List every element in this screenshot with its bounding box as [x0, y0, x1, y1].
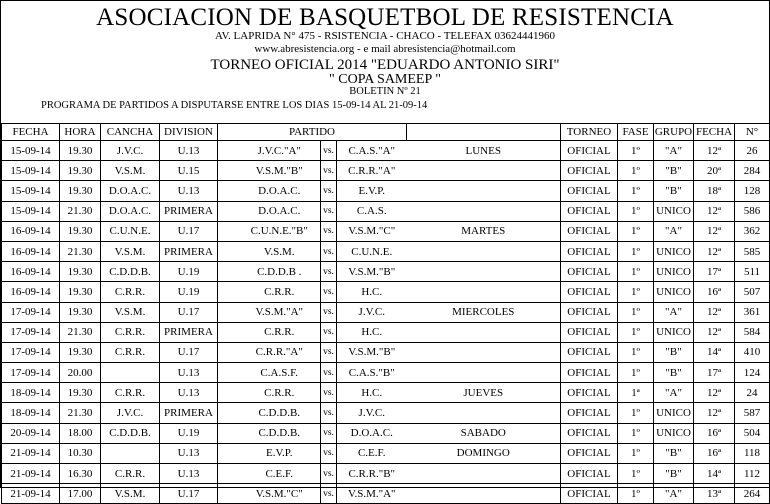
- cell-hora: 19.30: [60, 181, 101, 201]
- cell-local: V.S.M."A": [239, 302, 321, 322]
- col-numero: N°: [735, 124, 770, 141]
- cell-division: PRIMERA: [160, 201, 218, 221]
- cell-visitante: H.C.: [337, 322, 407, 342]
- cell-local: C.R.R.: [239, 322, 321, 342]
- cell-local: C.D.D.B .: [239, 262, 321, 282]
- cell-cancha: C.D.D.B.: [101, 262, 160, 282]
- cell-cancha: V.S.M.: [101, 484, 160, 504]
- cell-grupo: "A": [654, 383, 694, 403]
- cell-fase: 1º: [618, 221, 654, 241]
- cell-dia: [407, 262, 561, 282]
- cell-vs: vs.: [321, 383, 337, 403]
- cell-fase: 1º: [618, 241, 654, 261]
- cell-grupo: "B": [654, 342, 694, 362]
- cell-grupo: "A": [654, 484, 694, 504]
- cell-grupo: "B": [654, 181, 694, 201]
- table-row: [2, 322, 770, 342]
- cell-vs: vs.: [321, 241, 337, 261]
- cell-dia: [407, 403, 561, 423]
- cell-fase: 1º: [618, 161, 654, 181]
- match-schedule-table: [1, 123, 770, 504]
- cell-division: U.13: [160, 443, 218, 463]
- table-row: [2, 464, 770, 484]
- cell-spacer: [218, 322, 239, 342]
- cell-dia: [407, 322, 561, 342]
- cell-torneo: OFICIAL: [561, 322, 618, 342]
- table-row: [2, 302, 770, 322]
- cell-division: U.13: [160, 181, 218, 201]
- cell-dia: LUNES: [407, 141, 561, 161]
- web-email-line: www.abresistencia.org - e mail abresistencia@hotmail.com: [254, 43, 516, 55]
- cell-vs: vs.: [321, 363, 337, 383]
- cell-dia: MIERCOLES: [407, 302, 561, 322]
- cell-grupo: "B": [654, 443, 694, 463]
- cell-local: C.D.D.B.: [239, 423, 321, 443]
- association-title: ASOCIACION DE BASQUETBOL DE RESISTENCIA: [96, 4, 674, 31]
- cell-fecha: 15-09-14: [2, 201, 60, 221]
- col-partido: PARTIDO: [218, 124, 407, 141]
- cell-hora: 21.30: [60, 241, 101, 261]
- cell-hora: 19.30: [60, 141, 101, 161]
- cell-vs: vs.: [321, 342, 337, 362]
- cell-fecha: 21-09-14: [2, 464, 60, 484]
- cell-numero: 264: [735, 484, 770, 504]
- cell-fecha: 21-09-14: [2, 443, 60, 463]
- cell-cancha: C.R.R.: [101, 322, 160, 342]
- cell-torneo: OFICIAL: [561, 403, 618, 423]
- cell-fecha: 17-09-14: [2, 342, 60, 362]
- table-row: [2, 262, 770, 282]
- cell-spacer: [218, 302, 239, 322]
- cell-fecha-numero: 16ª: [694, 282, 735, 302]
- cell-visitante: E.V.P.: [337, 181, 407, 201]
- cell-visitante: C.A.S.: [337, 201, 407, 221]
- cell-fecha-numero: 12ª: [694, 241, 735, 261]
- cell-fecha-numero: 16ª: [694, 443, 735, 463]
- cell-division: U.13: [160, 363, 218, 383]
- cell-division: PRIMERA: [160, 322, 218, 342]
- cell-torneo: OFICIAL: [561, 484, 618, 504]
- cell-visitante: C.E.F.: [337, 443, 407, 463]
- cell-numero: 507: [735, 282, 770, 302]
- cell-hora: 19.30: [60, 342, 101, 362]
- cell-visitante: H.C.: [337, 383, 407, 403]
- cell-visitante: J.V.C.: [337, 403, 407, 423]
- cell-local: D.O.A.C.: [239, 181, 321, 201]
- cell-local: V.S.M."B": [239, 161, 321, 181]
- cell-hora: 19.30: [60, 302, 101, 322]
- cell-visitante: V.S.M."B": [337, 342, 407, 362]
- cell-division: U.13: [160, 141, 218, 161]
- cell-grupo: UNICO: [654, 322, 694, 342]
- cell-fecha: 21-09-14: [2, 484, 60, 504]
- cell-vs: vs.: [321, 221, 337, 241]
- table-row: [2, 161, 770, 181]
- table-row: [2, 363, 770, 383]
- cell-vs: vs.: [321, 443, 337, 463]
- cell-cancha: J.V.C.: [101, 141, 160, 161]
- cell-visitante: V.S.M."A": [337, 484, 407, 504]
- cell-dia: [407, 161, 561, 181]
- col-torneo: TORNEO: [561, 124, 618, 141]
- cell-numero: 587: [735, 403, 770, 423]
- cell-fase: 1º: [618, 262, 654, 282]
- cell-fecha: 16-09-14: [2, 262, 60, 282]
- cell-fase: 1º: [618, 464, 654, 484]
- cell-spacer: [218, 181, 239, 201]
- cell-grupo: "B": [654, 363, 694, 383]
- table-header-row: [2, 124, 770, 141]
- cell-hora: 19.30: [60, 262, 101, 282]
- cell-torneo: OFICIAL: [561, 181, 618, 201]
- cell-division: U.19: [160, 423, 218, 443]
- cell-fecha-numero: 12ª: [694, 322, 735, 342]
- cell-fecha: 17-09-14: [2, 363, 60, 383]
- table-row: [2, 484, 770, 504]
- cell-numero: 118: [735, 443, 770, 463]
- cell-division: U.19: [160, 282, 218, 302]
- tournament-title: TORNEO OFICIAL 2014 "EDUARDO ANTONIO SIRI": [210, 57, 560, 73]
- cell-vs: vs.: [321, 484, 337, 504]
- cell-local: C.R.R.: [239, 282, 321, 302]
- cell-dia: [407, 363, 561, 383]
- bulletin-number: BOLETIN Nº 21: [349, 86, 421, 97]
- cup-title: " COPA SAMEEP ": [329, 72, 441, 87]
- table-row: [2, 443, 770, 463]
- table-row: [2, 201, 770, 221]
- cell-local: V.S.M.: [239, 241, 321, 261]
- cell-local: J.V.C."A": [239, 141, 321, 161]
- cell-fecha: 15-09-14: [2, 141, 60, 161]
- cell-fecha: 16-09-14: [2, 282, 60, 302]
- cell-torneo: OFICIAL: [561, 363, 618, 383]
- cell-hora: 19.30: [60, 161, 101, 181]
- cell-numero: 112: [735, 464, 770, 484]
- cell-spacer: [218, 423, 239, 443]
- cell-fase: 1º: [618, 302, 654, 322]
- cell-dia: [407, 201, 561, 221]
- cell-torneo: OFICIAL: [561, 241, 618, 261]
- cell-vs: vs.: [321, 201, 337, 221]
- cell-division: U.17: [160, 484, 218, 504]
- col-dia: [407, 124, 561, 141]
- cell-local: V.S.M."C": [239, 484, 321, 504]
- cell-fecha: 16-09-14: [2, 221, 60, 241]
- cell-vs: vs.: [321, 282, 337, 302]
- cell-numero: 511: [735, 262, 770, 282]
- cell-torneo: OFICIAL: [561, 221, 618, 241]
- cell-spacer: [218, 262, 239, 282]
- cell-fecha-numero: 12ª: [694, 221, 735, 241]
- cell-visitante: C.R.R."A": [337, 161, 407, 181]
- cell-fecha-numero: 18ª: [694, 181, 735, 201]
- cell-fecha: 16-09-14: [2, 241, 60, 261]
- cell-fecha: 17-09-14: [2, 322, 60, 342]
- cell-numero: 504: [735, 423, 770, 443]
- cell-grupo: UNICO: [654, 262, 694, 282]
- table-row: [2, 282, 770, 302]
- cell-numero: 362: [735, 221, 770, 241]
- cell-cancha: D.O.A.C.: [101, 181, 160, 201]
- cell-hora: 21.30: [60, 403, 101, 423]
- cell-torneo: OFICIAL: [561, 423, 618, 443]
- cell-fecha-numero: 12ª: [694, 383, 735, 403]
- cell-dia: [407, 181, 561, 201]
- cell-fase: 1º: [618, 141, 654, 161]
- cell-dia: [407, 464, 561, 484]
- cell-fecha: 20-09-14: [2, 423, 60, 443]
- cell-spacer: [218, 363, 239, 383]
- cell-numero: 124: [735, 363, 770, 383]
- cell-grupo: "A": [654, 141, 694, 161]
- cell-hora: 10.30: [60, 443, 101, 463]
- cell-fecha-numero: 17ª: [694, 262, 735, 282]
- cell-fase: 1ª: [618, 383, 654, 403]
- cell-hora: 19.30: [60, 282, 101, 302]
- cell-division: PRIMERA: [160, 241, 218, 261]
- cell-local: D.O.A.C.: [239, 201, 321, 221]
- cell-visitante: C.A.S."B": [337, 363, 407, 383]
- cell-spacer: [218, 282, 239, 302]
- cell-visitante: V.S.M."B": [337, 262, 407, 282]
- cell-local: C.R.R."A": [239, 342, 321, 362]
- cell-spacer: [218, 241, 239, 261]
- cell-fecha-numero: 16ª: [694, 423, 735, 443]
- cell-vs: vs.: [321, 181, 337, 201]
- cell-numero: 361: [735, 302, 770, 322]
- col-division: DIVISION: [160, 124, 218, 141]
- cell-cancha: C.R.R.: [101, 342, 160, 362]
- cell-division: U.17: [160, 221, 218, 241]
- cell-hora: 17.00: [60, 484, 101, 504]
- cell-torneo: OFICIAL: [561, 282, 618, 302]
- cell-torneo: OFICIAL: [561, 302, 618, 322]
- table-row: [2, 342, 770, 362]
- document-header: [1, 5, 769, 111]
- cell-division: U.17: [160, 342, 218, 362]
- cell-torneo: OFICIAL: [561, 141, 618, 161]
- table-row: [2, 181, 770, 201]
- cell-spacer: [218, 464, 239, 484]
- cell-torneo: OFICIAL: [561, 464, 618, 484]
- cell-grupo: UNICO: [654, 201, 694, 221]
- cell-division: U.17: [160, 302, 218, 322]
- cell-vs: vs.: [321, 141, 337, 161]
- col-grupo: GRUPO: [654, 124, 694, 141]
- cell-numero: 586: [735, 201, 770, 221]
- col-hora: HORA: [60, 124, 101, 141]
- cell-cancha: D.O.A.C.: [101, 201, 160, 221]
- cell-visitante: C.R.R."B": [337, 464, 407, 484]
- cell-dia: [407, 484, 561, 504]
- cell-dia: [407, 282, 561, 302]
- cell-numero: 585: [735, 241, 770, 261]
- cell-hora: 21.30: [60, 201, 101, 221]
- cell-torneo: OFICIAL: [561, 443, 618, 463]
- cell-division: U.13: [160, 383, 218, 403]
- cell-cancha: [101, 363, 160, 383]
- cell-numero: 284: [735, 161, 770, 181]
- cell-grupo: "B": [654, 161, 694, 181]
- cell-fase: 1º: [618, 342, 654, 362]
- cell-cancha: J.V.C.: [101, 403, 160, 423]
- cell-fase: 1º: [618, 201, 654, 221]
- cell-grupo: UNICO: [654, 282, 694, 302]
- cell-cancha: C.D.D.B.: [101, 423, 160, 443]
- cell-local: C.A.S.F.: [239, 363, 321, 383]
- cell-dia: SABADO: [407, 423, 561, 443]
- address-line: AV. LAPRIDA N° 475 - RSISTENCIA - CHACO - TELEFAX 03624441960: [214, 30, 556, 42]
- cell-grupo: UNICO: [654, 423, 694, 443]
- cell-local: E.V.P.: [239, 443, 321, 463]
- cell-vs: vs.: [321, 302, 337, 322]
- cell-spacer: [218, 161, 239, 181]
- cell-fecha: 18-09-14: [2, 403, 60, 423]
- cell-local: C.D.D.B.: [239, 403, 321, 423]
- cell-cancha: C.R.R.: [101, 383, 160, 403]
- cell-vs: vs.: [321, 161, 337, 181]
- cell-torneo: OFICIAL: [561, 201, 618, 221]
- cell-fase: 1º: [618, 282, 654, 302]
- cell-visitante: C.U.N.E.: [337, 241, 407, 261]
- table-row: [2, 221, 770, 241]
- cell-fecha-numero: 13ª: [694, 484, 735, 504]
- cell-fecha-numero: 20ª: [694, 161, 735, 181]
- table-row: [2, 423, 770, 443]
- table-row: [2, 403, 770, 423]
- cell-cancha: V.S.M.: [101, 302, 160, 322]
- cell-hora: 18.00: [60, 423, 101, 443]
- cell-cancha: C.R.R.: [101, 282, 160, 302]
- cell-numero: 128: [735, 181, 770, 201]
- cell-vs: vs.: [321, 262, 337, 282]
- cell-spacer: [218, 403, 239, 423]
- cell-fecha-numero: 12ª: [694, 141, 735, 161]
- cell-spacer: [218, 201, 239, 221]
- col-fecha-numero: FECHA: [694, 124, 735, 141]
- cell-cancha: C.R.R.: [101, 464, 160, 484]
- cell-dia: JUEVES: [407, 383, 561, 403]
- cell-numero: 26: [735, 141, 770, 161]
- cell-grupo: "A": [654, 221, 694, 241]
- cell-grupo: UNICO: [654, 241, 694, 261]
- col-fase: FASE: [618, 124, 654, 141]
- cell-numero: 410: [735, 342, 770, 362]
- cell-fecha-numero: 12ª: [694, 403, 735, 423]
- cell-fase: 1º: [618, 363, 654, 383]
- table-row: [2, 241, 770, 261]
- cell-fecha: 15-09-14: [2, 181, 60, 201]
- cell-division: U.15: [160, 161, 218, 181]
- cell-fase: 1º: [618, 443, 654, 463]
- cell-spacer: [218, 141, 239, 161]
- cell-visitante: V.S.M."C": [337, 221, 407, 241]
- table-body: [2, 141, 770, 504]
- cell-torneo: OFICIAL: [561, 342, 618, 362]
- cell-hora: 16.30: [60, 464, 101, 484]
- cell-visitante: D.O.A.C.: [337, 423, 407, 443]
- cell-fase: 1º: [618, 423, 654, 443]
- cell-dia: DOMINGO: [407, 443, 561, 463]
- cell-spacer: [218, 342, 239, 362]
- cell-grupo: UNICO: [654, 403, 694, 423]
- cell-fecha-numero: 12ª: [694, 302, 735, 322]
- cell-fecha-numero: 14ª: [694, 464, 735, 484]
- cell-dia: MARTES: [407, 221, 561, 241]
- cell-dia: [407, 241, 561, 261]
- cell-torneo: OFICIAL: [561, 383, 618, 403]
- cell-hora: 19.30: [60, 221, 101, 241]
- cell-vs: vs.: [321, 322, 337, 342]
- cell-local: C.R.R.: [239, 383, 321, 403]
- cell-grupo: "B": [654, 464, 694, 484]
- cell-fecha: 17-09-14: [2, 302, 60, 322]
- cell-visitante: H.C.: [337, 282, 407, 302]
- cell-torneo: OFICIAL: [561, 262, 618, 282]
- cell-grupo: "A": [654, 302, 694, 322]
- cell-spacer: [218, 443, 239, 463]
- cell-hora: 21.30: [60, 322, 101, 342]
- program-line: PROGRAMA DE PARTIDOS A DISPUTARSE ENTRE LOS DIAS 15-09-14 AL 21-09-14: [41, 99, 428, 111]
- cell-hora: 19.30: [60, 383, 101, 403]
- cell-vs: vs.: [321, 403, 337, 423]
- cell-spacer: [218, 221, 239, 241]
- cell-visitante: C.A.S."A": [337, 141, 407, 161]
- cell-vs: vs.: [321, 423, 337, 443]
- cell-vs: vs.: [321, 464, 337, 484]
- cell-cancha: [101, 443, 160, 463]
- cell-torneo: OFICIAL: [561, 161, 618, 181]
- cell-dia: [407, 342, 561, 362]
- cell-visitante: J.V.C.: [337, 302, 407, 322]
- cell-fase: 1º: [618, 181, 654, 201]
- cell-fase: 1º: [618, 322, 654, 342]
- cell-fecha: 15-09-14: [2, 161, 60, 181]
- cell-local: C.U.N.E."B": [239, 221, 321, 241]
- cell-fase: 1º: [618, 484, 654, 504]
- table-row: [2, 141, 770, 161]
- cell-division: U.13: [160, 464, 218, 484]
- cell-fecha-numero: 17ª: [694, 363, 735, 383]
- cell-numero: 584: [735, 322, 770, 342]
- cell-local: C.E.F.: [239, 464, 321, 484]
- cell-fecha-numero: 12ª: [694, 201, 735, 221]
- col-fecha: FECHA: [2, 124, 60, 141]
- cell-fecha: 18-09-14: [2, 383, 60, 403]
- cell-numero: 24: [735, 383, 770, 403]
- cell-cancha: V.S.M.: [101, 161, 160, 181]
- cell-division: PRIMERA: [160, 403, 218, 423]
- cell-division: U.19: [160, 262, 218, 282]
- cell-cancha: V.S.M.: [101, 241, 160, 261]
- cell-spacer: [218, 484, 239, 504]
- cell-cancha: C.U.N.E.: [101, 221, 160, 241]
- cell-fecha-numero: 14ª: [694, 342, 735, 362]
- cell-spacer: [218, 383, 239, 403]
- table-row: [2, 383, 770, 403]
- col-cancha: CANCHA: [101, 124, 160, 141]
- cell-hora: 20.00: [60, 363, 101, 383]
- cell-fase: 1º: [618, 403, 654, 423]
